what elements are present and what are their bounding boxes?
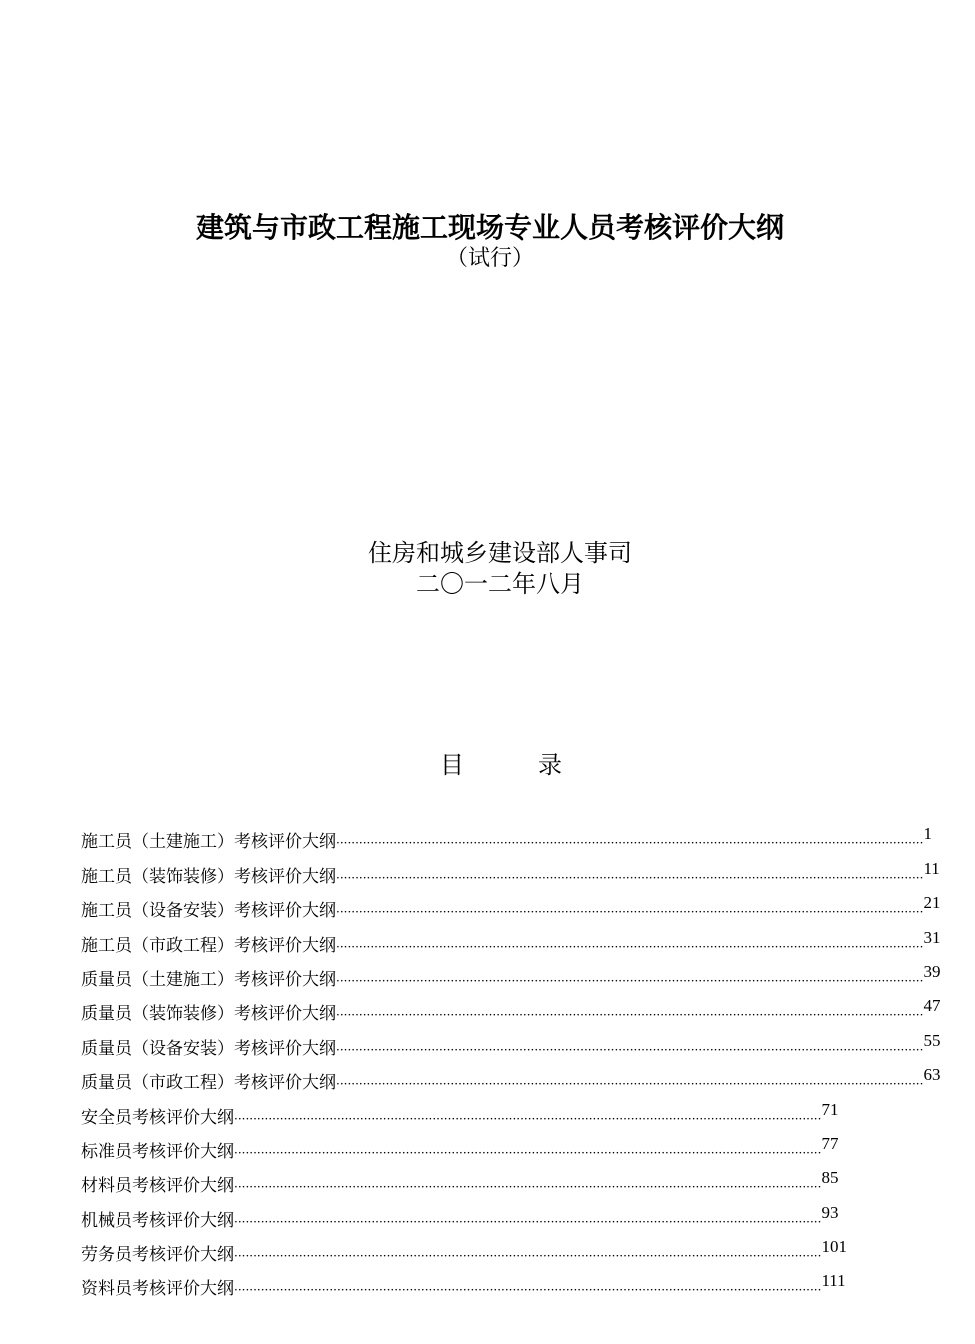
toc-entry-label: 机械员考核评价大纲: [81, 1210, 234, 1231]
toc-entry-label: 质量员（装饰装修）考核评价大纲: [81, 1004, 336, 1025]
toc-entry[interactable]: [81, 1164, 839, 1198]
document-subtitle: （试行）: [445, 246, 534, 271]
toc-entry[interactable]: [81, 889, 941, 923]
toc-entry-leader: ··························································································································································: [234, 1180, 822, 1195]
toc-entry-leader: ··························································································································································: [336, 836, 924, 851]
toc-entry-page: 11: [923, 858, 940, 878]
toc-entry[interactable]: [81, 1233, 847, 1267]
toc-entry[interactable]: [81, 992, 941, 1026]
issuer: 住房和城乡建设部人事司: [368, 539, 632, 567]
toc-entry-leader: ··························································································································································: [336, 1042, 924, 1057]
toc-entry-label: 质量员（土建施工）考核评价大纲: [81, 969, 336, 990]
toc-entry-label: 施工员（土建施工）考核评价大纲: [81, 832, 336, 853]
toc-entry-leader: ··························································································································································: [234, 1249, 822, 1264]
toc-entry[interactable]: [81, 854, 940, 888]
toc-entry-leader: ··························································································································································: [234, 1283, 822, 1298]
toc-entry-page: 101: [821, 1237, 847, 1257]
toc-entry-label: 施工员（市政工程）考核评价大纲: [81, 935, 336, 956]
toc-heading: [440, 745, 562, 780]
toc-entry-page: 77: [821, 1133, 839, 1153]
toc-entry-label: 施工员（设备安装）考核评价大纲: [81, 901, 336, 922]
toc-entry-leader: ··························································································································································: [234, 1111, 822, 1126]
toc-entry-page: 63: [923, 1065, 941, 1085]
toc-entry-page: 71: [821, 1099, 839, 1119]
toc-entry-page: 39: [923, 961, 941, 981]
toc-entry-page: 47: [923, 996, 941, 1016]
toc-entry[interactable]: [81, 923, 941, 957]
toc-entry-leader: ··························································································································································: [234, 1214, 822, 1229]
toc-entry-label: 材料员考核评价大纲: [81, 1176, 234, 1197]
toc-entry-leader: ··························································································································································: [234, 1145, 822, 1160]
toc-entry-page: 85: [821, 1168, 839, 1188]
document-title: 建筑与市政工程施工现场专业人员考核评价大纲: [195, 211, 784, 244]
toc-entry[interactable]: [81, 1061, 941, 1095]
toc-entry-leader: ··························································································································································: [336, 939, 924, 954]
toc-entry-label: 安全员考核评价大纲: [81, 1107, 234, 1128]
toc-entry-page: 111: [821, 1271, 846, 1291]
toc-entry-label: 劳务员考核评价大纲: [81, 1245, 234, 1266]
toc-entry[interactable]: [81, 820, 932, 854]
toc-entry-leader: ··························································································································································: [336, 1008, 924, 1023]
toc-entry-label: 质量员（设备安装）考核评价大纲: [81, 1038, 336, 1059]
toc-entry-label: 质量员（市政工程）考核评价大纲: [81, 1073, 336, 1094]
toc-entry-page: 1: [923, 824, 932, 844]
issue-date: 二〇一二年八月: [416, 570, 584, 598]
toc-entry-page: 55: [923, 1030, 941, 1050]
toc-entry[interactable]: [81, 1026, 941, 1060]
toc-heading-left: 目: [440, 751, 464, 779]
toc-entry[interactable]: [81, 958, 941, 992]
table-of-contents: [81, 820, 941, 1301]
toc-entry-page: 93: [821, 1202, 839, 1222]
toc-entry-leader: ··························································································································································: [336, 1077, 924, 1092]
toc-entry-page: 31: [923, 927, 941, 947]
toc-heading-right: 录: [538, 751, 562, 779]
toc-entry-label: 施工员（装饰装修）考核评价大纲: [81, 866, 336, 887]
toc-entry-leader: ··························································································································································: [336, 973, 924, 988]
toc-entry[interactable]: [81, 1198, 839, 1232]
toc-entry-leader: ··························································································································································: [336, 870, 924, 885]
toc-entry-leader: ··························································································································································: [336, 905, 924, 920]
toc-entry[interactable]: [81, 1267, 846, 1301]
toc-entry-label: 资料员考核评价大纲: [81, 1279, 234, 1300]
toc-entry[interactable]: [81, 1130, 839, 1164]
toc-entry-label: 标准员考核评价大纲: [81, 1141, 234, 1162]
toc-entry-page: 21: [923, 893, 941, 913]
toc-entry[interactable]: [81, 1095, 839, 1129]
